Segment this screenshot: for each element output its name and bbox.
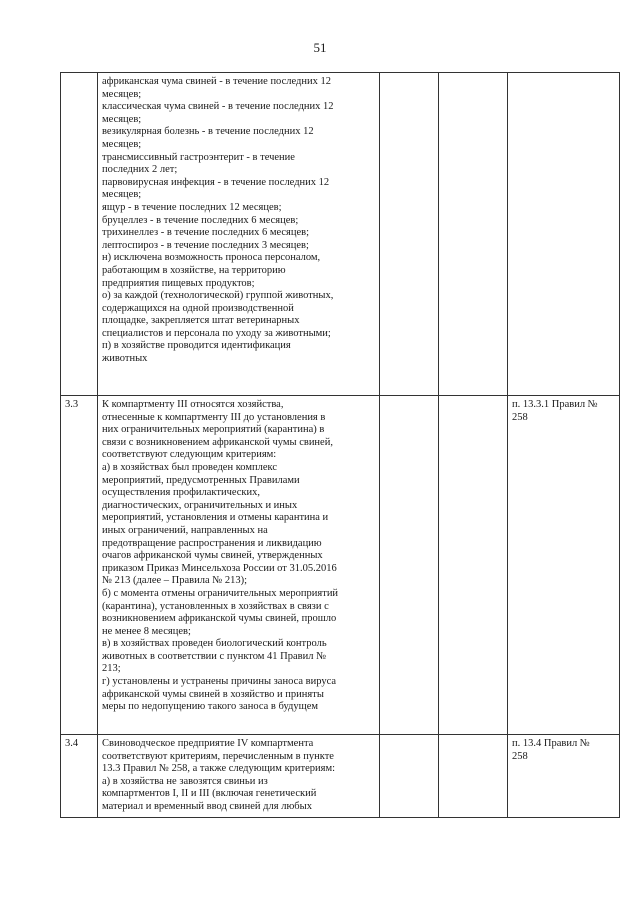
- text-line: содержащихся на одной производственной: [102, 302, 294, 314]
- text-line: а) в хозяйства не завозятся свиньи из: [102, 775, 268, 787]
- text-line: К компартменту III относятся хозяйства,: [102, 399, 284, 410]
- text-line: осуществления профилактических,: [102, 487, 261, 499]
- table-row: [61, 73, 620, 396]
- reference-line: 258: [512, 750, 528, 762]
- reference-line: п. 13.3.1 Правил №: [512, 399, 598, 410]
- text-line: мероприятий, предусмотренных Правилами: [102, 474, 300, 486]
- empty-cell: [380, 396, 439, 735]
- text-line: б) с момента отмены ограничительных мероприятий: [102, 587, 339, 599]
- text-line: трихинеллез - в течение последних 6 месяцев;: [102, 227, 310, 239]
- text-line: материал и временный ввод свиней для любых: [102, 800, 312, 812]
- text-line: трансмиссивный гастроэнтерит - в течение: [102, 151, 295, 163]
- text-line: (карантина), установленных в хозяйствах в связи с: [102, 600, 329, 612]
- text-line: животных: [102, 353, 148, 365]
- text-line: 213;: [102, 663, 121, 675]
- criteria-text: [102, 399, 375, 714]
- text-line: бруцеллез - в течение последних 6 месяцев;: [102, 214, 299, 226]
- text-line: африканская чума свиней - в течение последних 12: [102, 76, 331, 87]
- text-line: везикулярная болезнь - в течение последних 12: [102, 126, 314, 138]
- reference-line: 258: [512, 411, 528, 423]
- text-line: 13.3 Правил № 258, а также следующим критериям:: [102, 763, 336, 775]
- text-line: месяцев;: [102, 189, 142, 201]
- text-line: о) за каждой (технологической) группой животных,: [102, 290, 334, 302]
- text-line: меры по недопущению такого заноса в будущем: [102, 701, 319, 713]
- text-line: н) исключена возможность проноса персоналом,: [102, 252, 321, 264]
- empty-cell: [439, 396, 508, 735]
- text-line: п) в хозяйстве проводится идентификация: [102, 340, 291, 352]
- table-row: [61, 735, 620, 818]
- reference-cell: [508, 735, 620, 818]
- text-line: компартментов I, II и III (включая генетический: [102, 788, 317, 800]
- text-line: ящур - в течение последних 12 месяцев;: [102, 201, 282, 213]
- text-line: парвовирусная инфекция - в течение последних 12: [102, 176, 330, 188]
- text-line: площадке, закрепляется штат ветеринарных: [102, 315, 300, 327]
- text-line: месяцев;: [102, 113, 142, 125]
- text-line: в) в хозяйствах проведен биологический контроль: [102, 638, 327, 650]
- reference-cell: [508, 73, 620, 396]
- criteria-text-cell: [98, 735, 380, 818]
- text-line: иных ограничений, направленных на: [102, 524, 268, 536]
- text-line: лептоспироз - в течение последних 3 месяцев;: [102, 239, 309, 251]
- text-line: предотвращение распространения и ликвидацию: [102, 537, 322, 549]
- text-line: г) установлены и устранены причины заноса вируса: [102, 676, 337, 688]
- text-line: африканской чумы свиней в хозяйство и приняты: [102, 688, 324, 700]
- text-line: № 213 (далее – Правила № 213);: [102, 575, 248, 587]
- text-line: месяцев;: [102, 88, 142, 100]
- text-line: специалистов и персонала по уходу за животными;: [102, 327, 331, 339]
- text-line: соответствуют следующим критериям:: [102, 449, 277, 461]
- empty-cell: [439, 735, 508, 818]
- empty-cell: [380, 73, 439, 396]
- text-line: работающим в хозяйстве, на территорию: [102, 264, 286, 276]
- text-line: возникновением африканской чумы свиней, прошло: [102, 613, 337, 625]
- empty-cell: [380, 735, 439, 818]
- text-line: животных в соответствии с пунктом 41 Правил №: [102, 650, 327, 662]
- row-number-cell: 3.3: [61, 396, 98, 735]
- criteria-text-cell: [98, 73, 380, 396]
- text-line: них ограничительных мероприятий (карантина) в: [102, 424, 325, 436]
- row-number-cell: [61, 73, 98, 396]
- reference-text: [512, 399, 615, 424]
- text-line: мероприятий, установления и отмены карантина и: [102, 512, 329, 524]
- text-line: не менее 8 месяцев;: [102, 625, 191, 637]
- table-row: [61, 396, 620, 735]
- reference-line: п. 13.4 Правил №: [512, 738, 590, 749]
- text-line: связи с возникновением африканской чумы свиней,: [102, 436, 333, 448]
- text-line: последних 2 лет;: [102, 164, 178, 176]
- text-line: классическая чума свиней - в течение последних 12: [102, 101, 334, 113]
- criteria-text: [102, 76, 375, 366]
- page-number: 51: [313, 40, 327, 55]
- criteria-text-cell: [98, 396, 380, 735]
- reference-cell: [508, 396, 620, 735]
- row-number-cell: 3.4: [61, 735, 98, 818]
- text-line: месяцев;: [102, 138, 142, 150]
- text-line: очагов африканской чумы свиней, утвержденных: [102, 550, 323, 562]
- text-line: отнесенные к компартменту III до установления в: [102, 411, 326, 423]
- criteria-table: [60, 72, 620, 818]
- criteria-text: [102, 738, 375, 814]
- text-line: а) в хозяйствах был проведен комплекс: [102, 461, 277, 473]
- empty-cell: [439, 73, 508, 396]
- text-line: диагностических, ограничительных и иных: [102, 499, 298, 511]
- text-line: приказом Приказ Минсельхоза России от 31.05.2016: [102, 562, 337, 574]
- reference-text: [512, 738, 615, 763]
- text-line: предприятия пищевых продуктов;: [102, 277, 255, 289]
- text-line: Свиноводческое предприятие IV компартмента: [102, 738, 314, 749]
- text-line: соответствуют критериям, перечисленным в пункте: [102, 750, 334, 762]
